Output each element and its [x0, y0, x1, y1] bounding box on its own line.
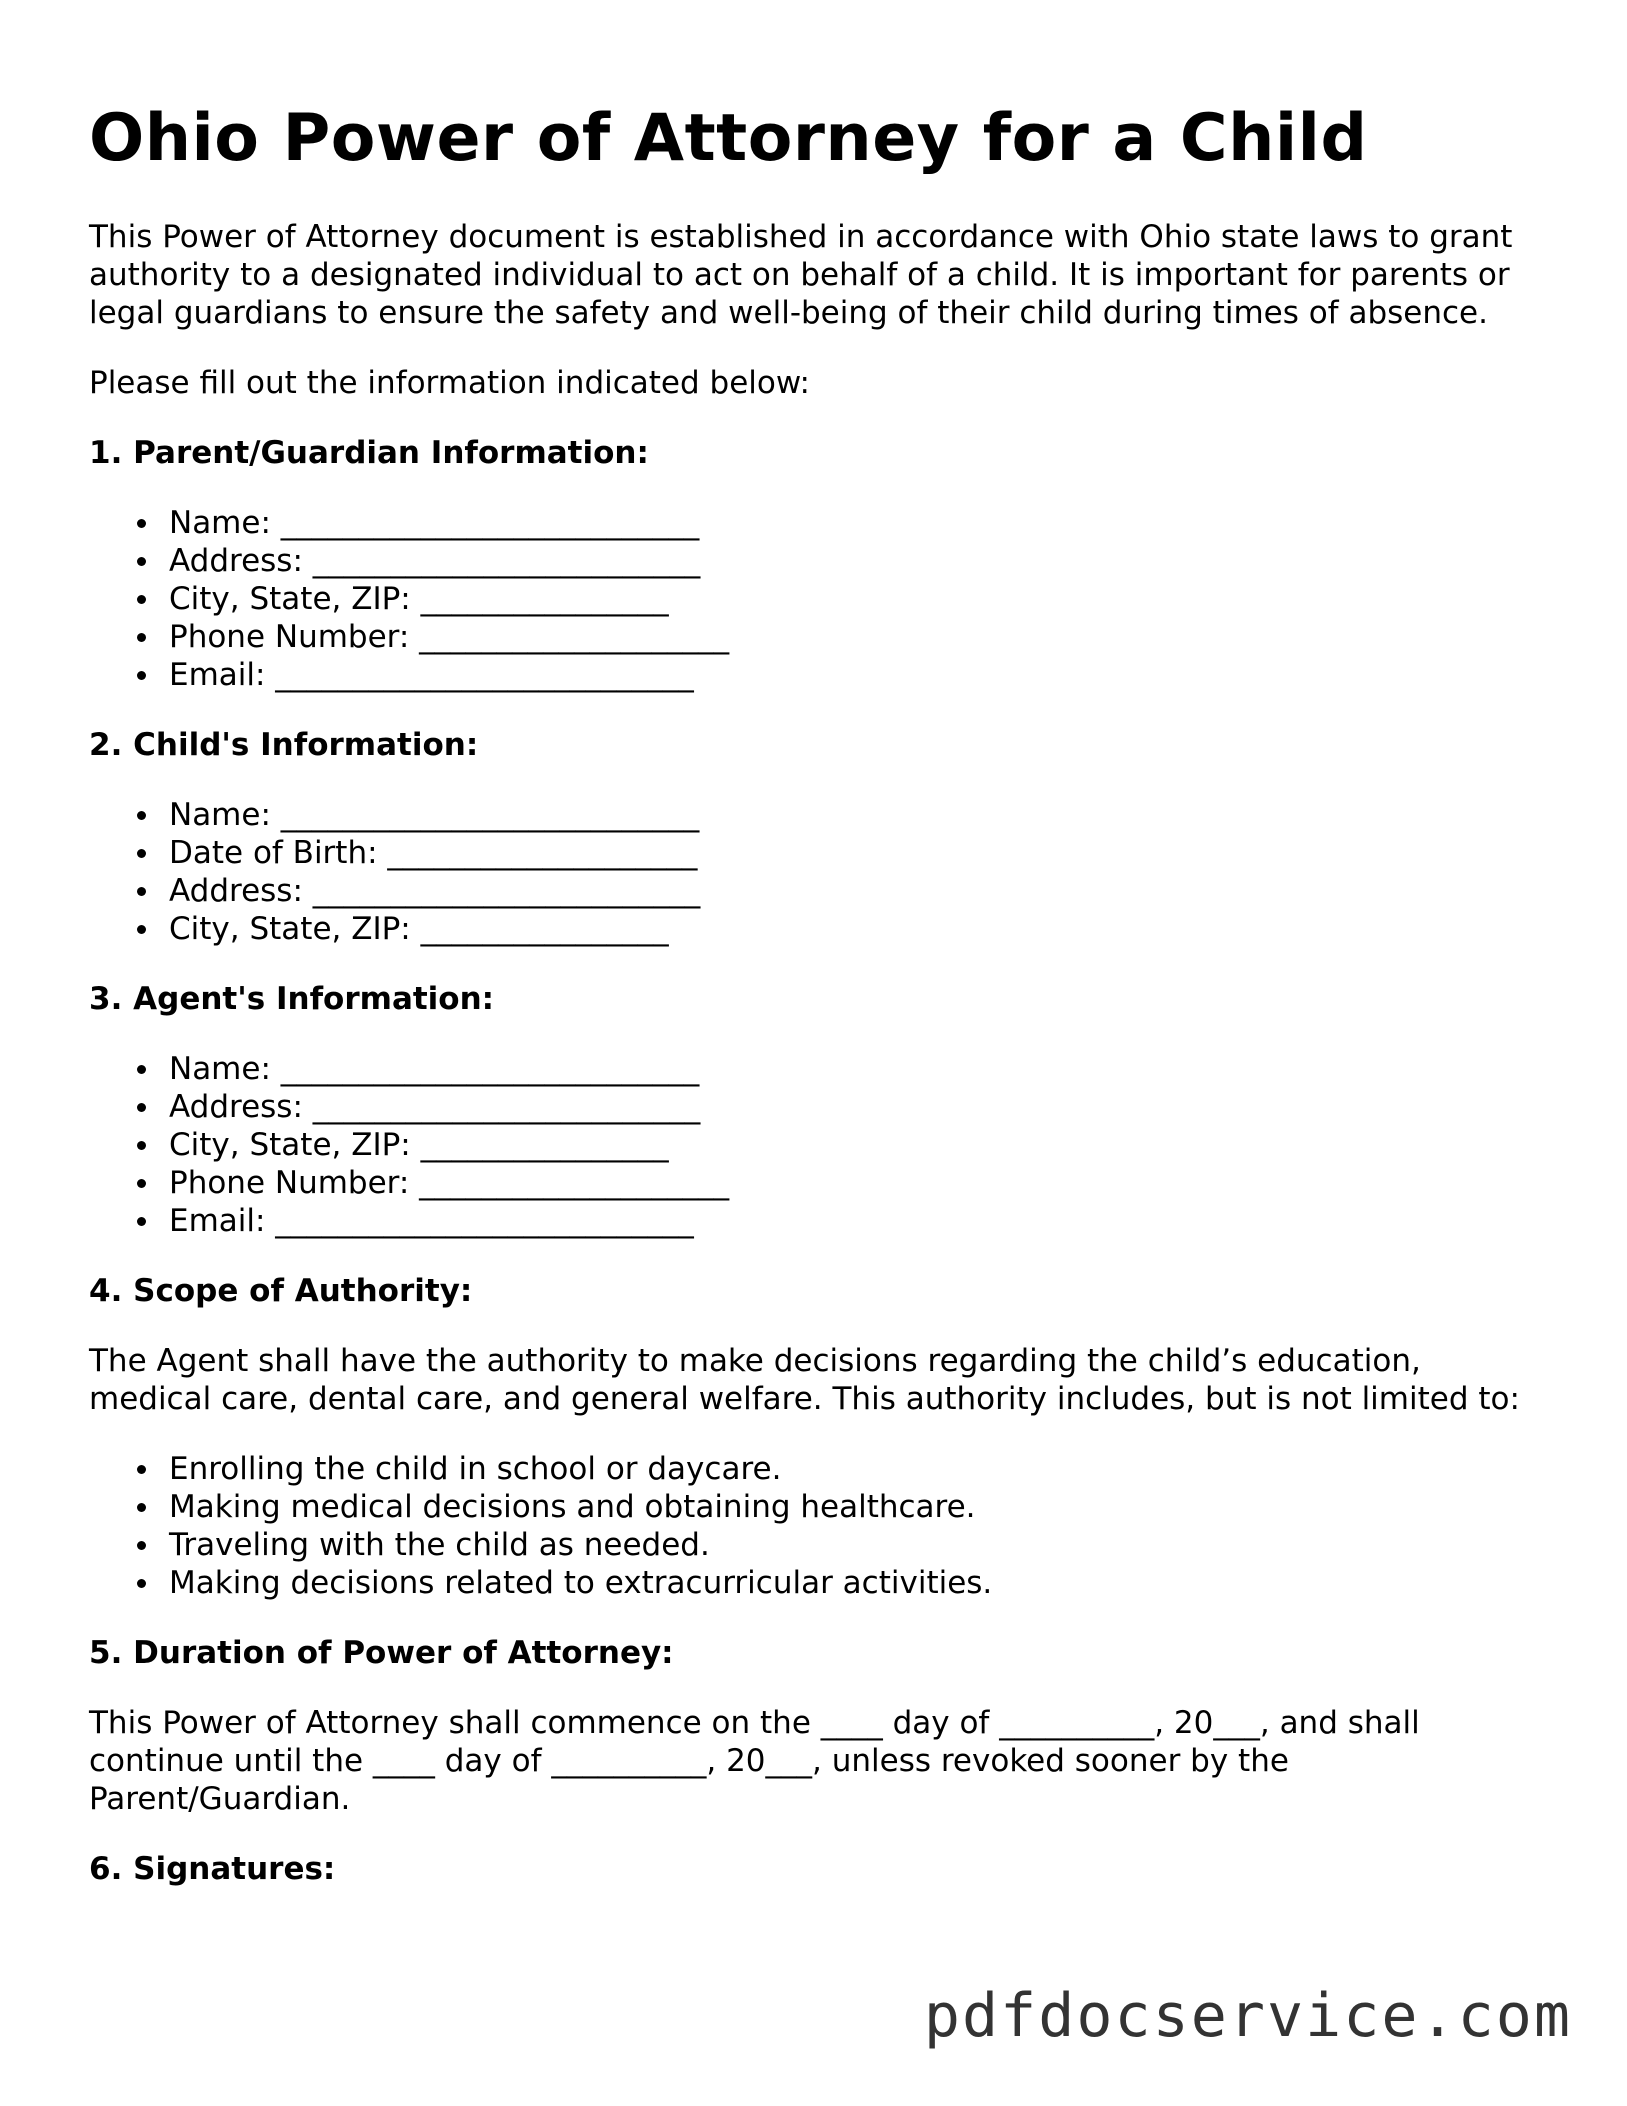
- parent-name-field: Name: ___________________________: [169, 504, 1539, 542]
- agent-email-field: Email: ___________________________: [169, 1202, 1539, 1240]
- agent-name-field: Name: ___________________________: [169, 1050, 1539, 1088]
- document-page: [89, 101, 1539, 1920]
- agent-address-field: Address: _________________________: [169, 1088, 1539, 1126]
- document-title: Ohio Power of Attorney for a Child: [89, 101, 1368, 176]
- parent-address-field: Address: _________________________: [169, 542, 1539, 580]
- parent-city-state-zip-field: City, State, ZIP: ________________: [169, 580, 1539, 618]
- scope-item: Traveling with the child as needed.: [169, 1526, 1539, 1564]
- agent-section-heading: 3. Agent's Information:: [89, 981, 495, 1017]
- scope-item: Enrolling the child in school or daycare.: [169, 1450, 1539, 1488]
- child-name-field: Name: ___________________________: [169, 796, 1539, 834]
- instructions-paragraph: Please fill out the information indicated below:: [89, 365, 810, 401]
- parent-email-field: Email: ___________________________: [169, 656, 1539, 694]
- agent-field-list: [89, 1050, 1539, 1240]
- parent-section-heading: 1. Parent/Guardian Information:: [89, 435, 649, 471]
- signatures-section-heading: 6. Signatures:: [89, 1851, 336, 1887]
- intro-paragraph: This Power of Attorney document is established in accordance with Ohio state laws to grant authority to a designated individual to act on behalf of a child. It is important for parents or legal guardians to ensure the safety and well-being of their child during times of absence.: [89, 219, 1513, 331]
- scope-paragraph: The Agent shall have the authority to make decisions regarding the child’s education, medical care, dental care, and general welfare. This authority includes, but is not limited to:: [89, 1343, 1520, 1417]
- agent-phone-field: Phone Number: ____________________: [169, 1164, 1539, 1202]
- watermark-text: pdfdocservice.com: [923, 1981, 1572, 2051]
- child-address-field: Address: _________________________: [169, 872, 1539, 910]
- scope-item: Making decisions related to extracurricular activities.: [169, 1564, 1539, 1602]
- scope-list: [89, 1450, 1539, 1602]
- duration-section-heading: 5. Duration of Power of Attorney:: [89, 1635, 674, 1671]
- scope-section-heading: 4. Scope of Authority:: [89, 1273, 473, 1309]
- child-section-heading: 2. Child's Information:: [89, 727, 479, 763]
- child-dob-field: Date of Birth: ____________________: [169, 834, 1539, 872]
- parent-phone-field: Phone Number: ____________________: [169, 618, 1539, 656]
- scope-item: Making medical decisions and obtaining healthcare.: [169, 1488, 1539, 1526]
- parent-field-list: [89, 504, 1539, 694]
- agent-city-state-zip-field: City, State, ZIP: ________________: [169, 1126, 1539, 1164]
- duration-paragraph: This Power of Attorney shall commence on the ____ day of __________, 20___, and shall continue until the ____ day of __________, 20___, unless revoked sooner by the Parent/Guardian.: [89, 1705, 1420, 1817]
- child-field-list: [89, 796, 1539, 948]
- child-city-state-zip-field: City, State, ZIP: ________________: [169, 910, 1539, 948]
